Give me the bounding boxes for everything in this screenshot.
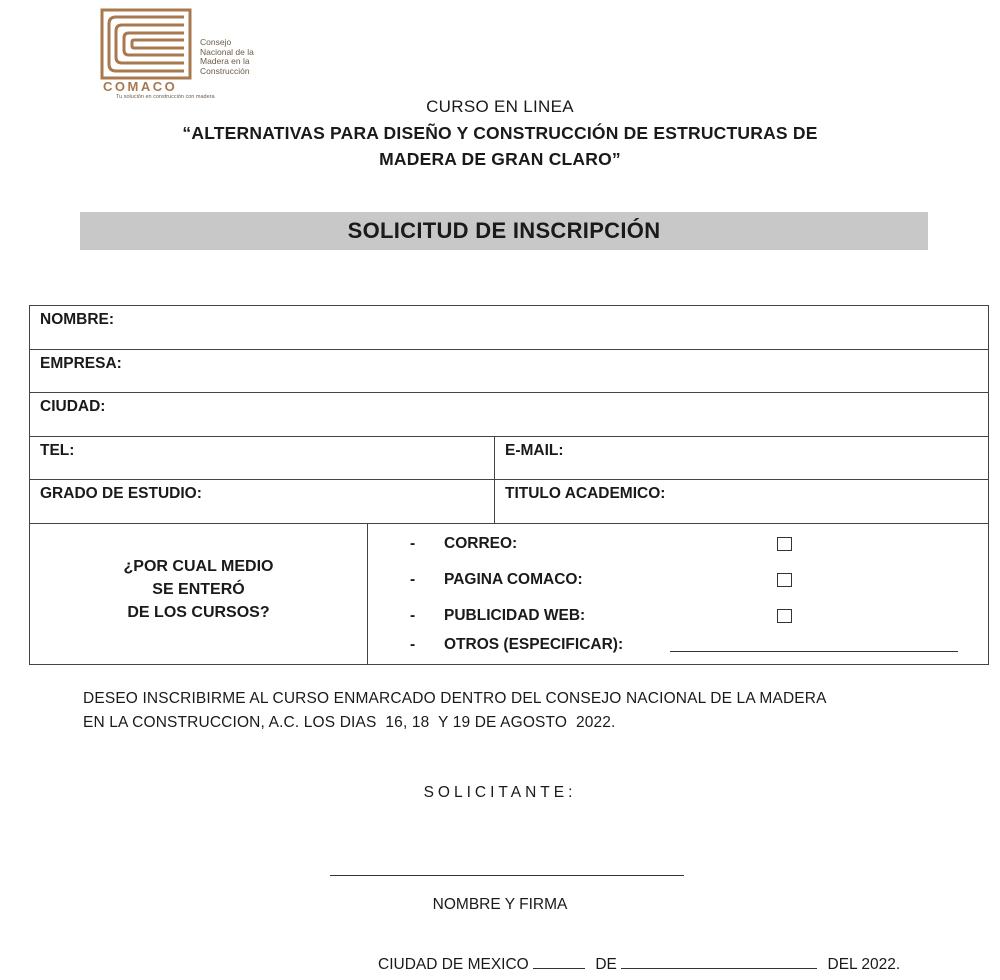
- empresa-field[interactable]: [30, 350, 988, 393]
- grado-label: GRADO DE ESTUDIO:: [40, 485, 202, 502]
- day-field[interactable]: [533, 955, 585, 969]
- logo-tagline: Tu solución en construcción con madera: [116, 94, 215, 100]
- nombre-label: NOMBRE:: [40, 311, 115, 328]
- referral-question: [30, 555, 367, 624]
- referral-question-line: DE LOS CURSOS?: [127, 604, 270, 621]
- enrollment-statement: [83, 687, 963, 735]
- logo-brand: COMACO: [103, 79, 178, 94]
- email-label: E-MAIL:: [505, 442, 564, 459]
- grado-field[interactable]: [30, 480, 494, 523]
- signature-field[interactable]: [330, 875, 684, 876]
- column-divider: [367, 524, 368, 665]
- tel-field[interactable]: [30, 437, 494, 479]
- month-field[interactable]: [621, 955, 817, 969]
- applicant-heading: SOLICITANTE:: [423, 784, 577, 801]
- option-dash: -: [410, 607, 416, 624]
- option-dash: -: [410, 571, 416, 588]
- titulo-label: TITULO ACADEMICO:: [505, 485, 666, 502]
- statement-line: EN LA CONSTRUCCION, A.C. LOS DIAS 16, 18 Y 19 DE AGOSTO 2022.: [83, 714, 616, 731]
- pagina-comaco-checkbox[interactable]: [777, 573, 792, 587]
- education-row: [30, 480, 988, 524]
- publicidad-web-checkbox[interactable]: [777, 609, 792, 623]
- option-label: CORREO:: [444, 535, 518, 552]
- option-label: OTROS (ESPECIFICAR):: [444, 636, 624, 653]
- signature-label: NOMBRE Y FIRMA: [432, 896, 568, 913]
- correo-checkbox[interactable]: [777, 537, 792, 551]
- logo-org-line: Nacional de la: [200, 46, 254, 57]
- date-year: DEL 2022.: [827, 956, 901, 973]
- option-label: PAGINA COMACO:: [444, 571, 583, 588]
- course-title-line: “ALTERNATIVAS PARA DISEÑO Y CONSTRUCCIÓN DE ESTRUCTURAS DE: [182, 123, 818, 143]
- logo-org-name: [200, 38, 254, 76]
- course-title-line: MADERA DE GRAN CLARO”: [379, 149, 621, 169]
- otros-specify-field[interactable]: [670, 651, 958, 652]
- referral-question-line: ¿POR CUAL MEDIO: [123, 558, 274, 575]
- date-city: CIUDAD DE MEXICO: [378, 956, 529, 973]
- option-dash: -: [410, 636, 416, 653]
- comaco-logo: [100, 8, 290, 100]
- comaco-emblem-icon: [100, 8, 192, 80]
- option-label: PUBLICIDAD WEB:: [444, 607, 586, 624]
- date-de: DE: [595, 956, 617, 973]
- course-title: [100, 120, 900, 172]
- registration-form: [29, 305, 989, 665]
- ciudad-field[interactable]: [30, 393, 988, 437]
- option-dash: -: [410, 535, 416, 552]
- contact-row: [30, 437, 988, 480]
- course-label: CURSO EN LINEA: [426, 97, 574, 116]
- empresa-label: EMPRESA:: [40, 355, 122, 372]
- referral-section: [30, 524, 988, 665]
- tel-label: TEL:: [40, 442, 75, 459]
- logo-org-line: Madera en la: [200, 56, 250, 66]
- date-line: [378, 955, 900, 974]
- form-title-banner: SOLICITUD DE INSCRIPCIÓN: [80, 212, 928, 250]
- ciudad-label: CIUDAD:: [40, 398, 106, 415]
- statement-line: DESEO INSCRIBIRME AL CURSO ENMARCADO DENTRO DEL CONSEJO NACIONAL DE LA MADERA: [83, 690, 827, 707]
- logo-org-line: Construcción: [200, 65, 250, 76]
- nombre-field[interactable]: [30, 306, 988, 350]
- titulo-field[interactable]: [495, 480, 988, 523]
- email-field[interactable]: [495, 437, 988, 479]
- logo-org-line: Consejo: [200, 37, 232, 47]
- referral-question-line: SE ENTERÓ: [152, 581, 245, 598]
